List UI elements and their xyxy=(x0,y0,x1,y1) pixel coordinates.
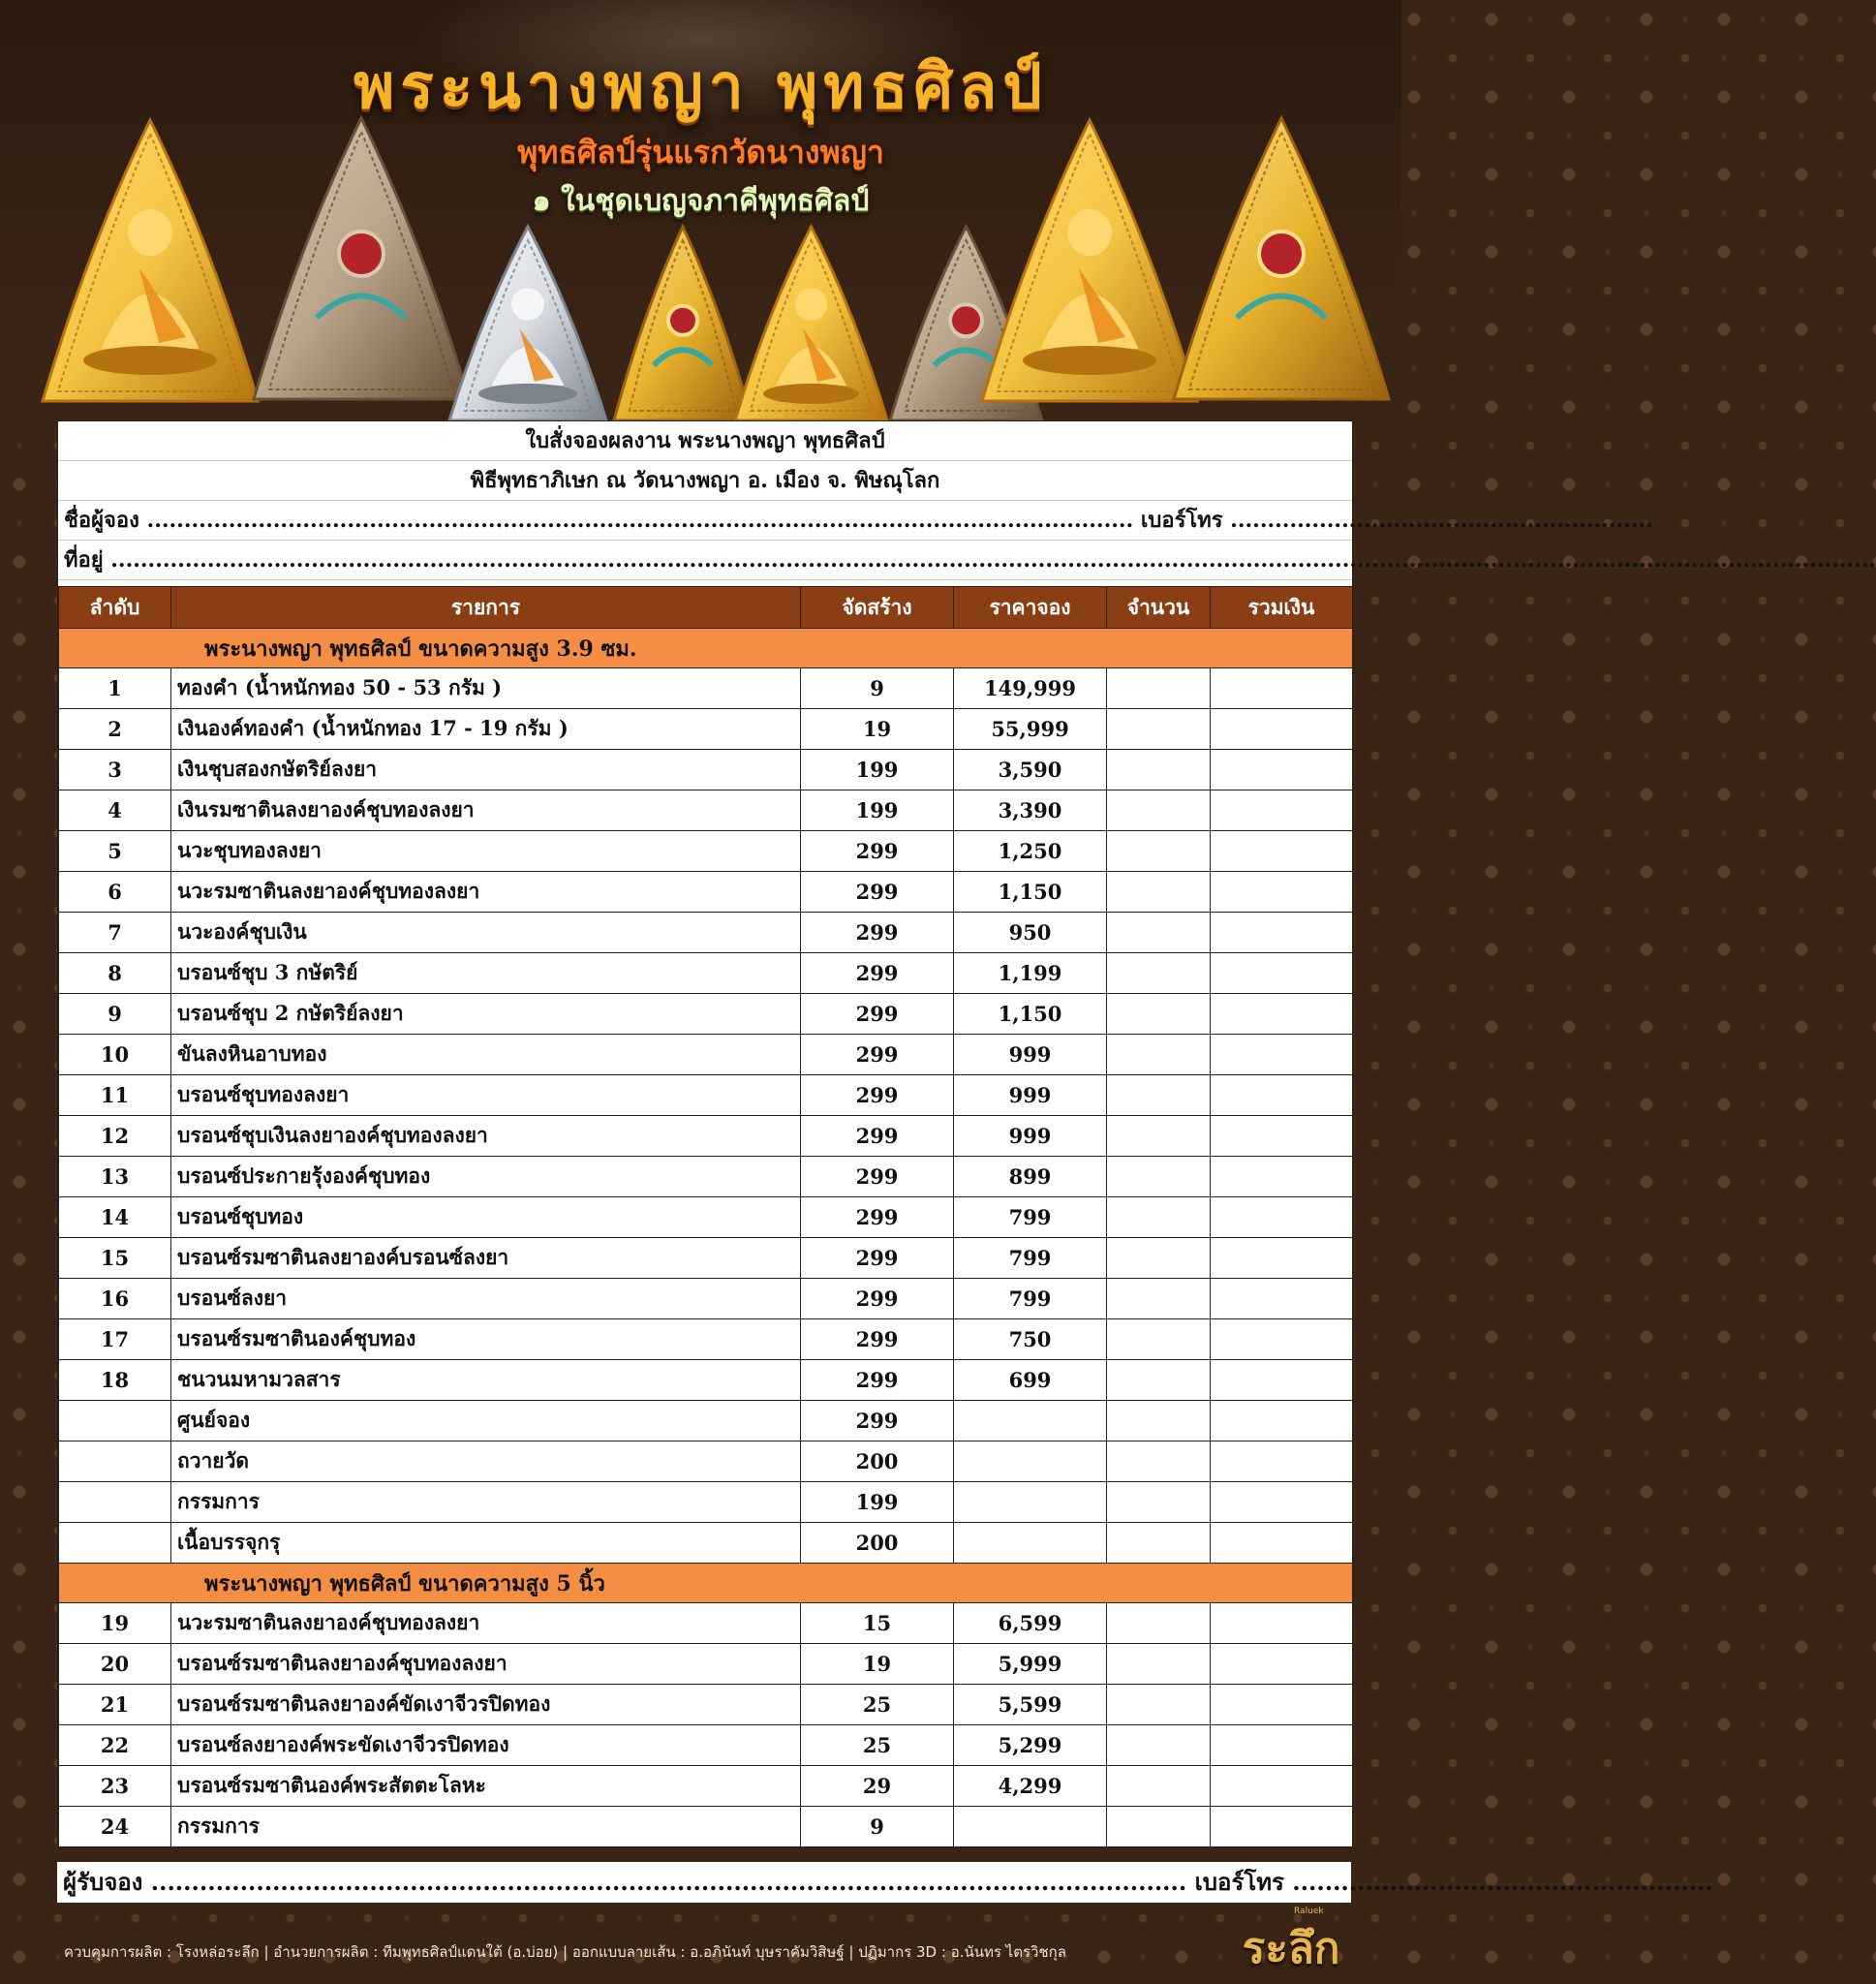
cell-quantity[interactable] xyxy=(1107,1725,1211,1766)
cell-item: บรอนซ์ชุบทอง xyxy=(171,1197,801,1238)
cell-produced: 299 xyxy=(801,994,954,1035)
cell-quantity[interactable] xyxy=(1107,1319,1211,1360)
table-row xyxy=(59,1279,1353,1319)
cell-item: บรอนซ์ชุบทองลงยา xyxy=(171,1075,801,1116)
cell-quantity[interactable] xyxy=(1107,750,1211,790)
cell-price: 750 xyxy=(954,1319,1107,1360)
cell-quantity[interactable] xyxy=(1107,994,1211,1035)
cell-total[interactable] xyxy=(1211,750,1353,790)
cell-produced: 19 xyxy=(801,1644,954,1685)
cell-number: 3 xyxy=(59,750,171,790)
cell-number: 1 xyxy=(59,668,171,709)
cell-number xyxy=(59,1482,171,1523)
cell-total[interactable] xyxy=(1211,1238,1353,1279)
table-row xyxy=(59,1725,1353,1766)
cell-produced: 299 xyxy=(801,1197,954,1238)
cell-item: นวะชุบทองลงยา xyxy=(171,831,801,872)
form-title: ใบสั่งจองผลงาน พระนางพญา พุทธศิลป์ xyxy=(58,421,1352,461)
cell-quantity[interactable] xyxy=(1107,1807,1211,1847)
cell-item: บรอนซ์ชุบ 3 กษัตริย์ xyxy=(171,953,801,994)
table-row xyxy=(59,1116,1353,1157)
table-row xyxy=(59,1766,1353,1807)
cell-total[interactable] xyxy=(1211,1035,1353,1075)
cell-number: 18 xyxy=(59,1360,171,1401)
cell-total[interactable] xyxy=(1211,1442,1353,1482)
cell-number: 9 xyxy=(59,994,171,1035)
cell-total[interactable] xyxy=(1211,953,1353,994)
cell-quantity[interactable] xyxy=(1107,1197,1211,1238)
table-row xyxy=(59,1238,1353,1279)
section-title: พระนางพญา พุทธศิลป์ ขนาดความสูง 3.9 ซม. xyxy=(59,629,1353,668)
cell-number: 19 xyxy=(59,1603,171,1644)
cell-produced: 200 xyxy=(801,1442,954,1482)
cell-produced: 199 xyxy=(801,1482,954,1523)
cell-produced: 299 xyxy=(801,1360,954,1401)
col-header-price: ราคาจอง xyxy=(954,587,1107,629)
cell-produced: 299 xyxy=(801,1157,954,1197)
cell-produced: 299 xyxy=(801,1279,954,1319)
cell-price: 1,250 xyxy=(954,831,1107,872)
table-row xyxy=(59,872,1353,913)
cell-quantity[interactable] xyxy=(1107,709,1211,750)
emblem-amulet-image xyxy=(250,114,473,405)
cell-number xyxy=(59,1523,171,1564)
cell-number: 15 xyxy=(59,1238,171,1279)
cell-price: 3,590 xyxy=(954,750,1107,790)
cell-price: 950 xyxy=(954,913,1107,953)
cell-number: 17 xyxy=(59,1319,171,1360)
cell-item: บรอนซ์รมซาตินลงยาองค์ชุบทองลงยา xyxy=(171,1644,801,1685)
cell-total[interactable] xyxy=(1211,1482,1353,1523)
cell-produced: 200 xyxy=(801,1523,954,1564)
table-row xyxy=(59,1319,1353,1360)
cell-produced: 25 xyxy=(801,1725,954,1766)
banner-subtitle-2: ๑ ในชุดเบญจภาคีพุทธศิลป์ xyxy=(532,184,870,218)
table-row xyxy=(59,750,1353,790)
cell-item: กรรมการ xyxy=(171,1482,801,1523)
table-row xyxy=(59,1482,1353,1523)
cell-total[interactable] xyxy=(1211,1360,1353,1401)
cell-produced: 299 xyxy=(801,1035,954,1075)
cell-quantity[interactable] xyxy=(1107,1442,1211,1482)
cell-item: นวะองค์ชุบเงิน xyxy=(171,913,801,953)
table-row xyxy=(59,790,1353,831)
cell-produced: 299 xyxy=(801,953,954,994)
order-form xyxy=(57,420,1876,1848)
cell-quantity[interactable] xyxy=(1107,1075,1211,1116)
section-header-row xyxy=(59,629,1353,668)
col-header-item: รายการ xyxy=(171,587,801,629)
cell-item: เงินองค์ทองคำ (น้ำหนักทอง 17 - 19 กรัม ) xyxy=(171,709,801,750)
header-banner xyxy=(0,0,1401,417)
cell-number: 20 xyxy=(59,1644,171,1685)
cell-produced: 299 xyxy=(801,872,954,913)
cell-price: 1,150 xyxy=(954,994,1107,1035)
cell-item: บรอนซ์รมซาตินลงยาองค์บรอนซ์ลงยา xyxy=(171,1238,801,1279)
cell-price xyxy=(954,1523,1107,1564)
raluek-logo: ระลึก xyxy=(1242,1924,1340,1973)
buddha-amulet-image xyxy=(39,116,261,407)
cell-total[interactable] xyxy=(1211,1766,1353,1807)
cell-price: 4,299 xyxy=(954,1766,1107,1807)
name-phone-line[interactable]: ชื่อผู้จอง ..................................................................................................................................... เบอร์โทร ......................................................... xyxy=(58,501,1352,541)
cell-total[interactable] xyxy=(1211,1401,1353,1442)
cell-item: กรรมการ xyxy=(171,1807,801,1847)
cell-number: 4 xyxy=(59,790,171,831)
cell-price: 999 xyxy=(954,1075,1107,1116)
cell-item: นวะรมซาตินลงยาองค์ชุบทองลงยา xyxy=(171,1603,801,1644)
cell-item: บรอนซ์รมซาตินลงยาองค์ขัดเงาจีวรปิดทอง xyxy=(171,1685,801,1725)
cell-item: นวะรมซาตินลงยาองค์ชุบทองลงยา xyxy=(171,872,801,913)
cell-quantity[interactable] xyxy=(1107,1360,1211,1401)
table-row xyxy=(59,1157,1353,1197)
cell-total[interactable] xyxy=(1211,709,1353,750)
cell-quantity[interactable] xyxy=(1107,668,1211,709)
cell-quantity[interactable] xyxy=(1107,1035,1211,1075)
table-row xyxy=(59,1360,1353,1401)
cell-price: 3,390 xyxy=(954,790,1107,831)
cell-total[interactable] xyxy=(1211,1644,1353,1685)
cell-total[interactable] xyxy=(1211,668,1353,709)
logo-caption: Raluek xyxy=(1294,1906,1324,1916)
cell-produced: 199 xyxy=(801,750,954,790)
cell-number: 6 xyxy=(59,872,171,913)
cell-quantity[interactable] xyxy=(1107,1279,1211,1319)
cell-price: 55,999 xyxy=(954,709,1107,750)
table-row xyxy=(59,1644,1353,1685)
cell-quantity[interactable] xyxy=(1107,1238,1211,1279)
cell-item: ทองคำ (น้ำหนักทอง 50 - 53 กรัม ) xyxy=(171,668,801,709)
cell-produced: 19 xyxy=(801,709,954,750)
cell-price: 1,150 xyxy=(954,872,1107,913)
cell-item: บรอนซ์ชุบเงินลงยาองค์ชุบทองลงยา xyxy=(171,1116,801,1157)
cell-total[interactable] xyxy=(1211,1279,1353,1319)
form-ceremony: พิธีพุทธาภิเษก ณ วัดนางพญา อ. เมือง จ. พิษณุโลก xyxy=(58,461,1352,501)
table-row xyxy=(59,831,1353,872)
order-table xyxy=(58,586,1353,1847)
col-header-number: ลำดับ xyxy=(59,587,171,629)
cell-produced: 299 xyxy=(801,1116,954,1157)
table-row xyxy=(59,1401,1353,1442)
cell-quantity[interactable] xyxy=(1107,1685,1211,1725)
cell-total[interactable] xyxy=(1211,1685,1353,1725)
cell-price: 799 xyxy=(954,1279,1107,1319)
order-table-body xyxy=(59,629,1353,1847)
buddha-amulet-image xyxy=(978,116,1201,407)
cell-price xyxy=(954,1807,1107,1847)
cell-item: ขันลงหินอาบทอง xyxy=(171,1035,801,1075)
cell-produced: 199 xyxy=(801,790,954,831)
cell-produced: 15 xyxy=(801,1603,954,1644)
cell-produced: 299 xyxy=(801,1401,954,1442)
cell-price: 799 xyxy=(954,1197,1107,1238)
cell-total[interactable] xyxy=(1211,1075,1353,1116)
table-row xyxy=(59,1035,1353,1075)
cell-number xyxy=(59,1442,171,1482)
cell-price: 899 xyxy=(954,1157,1107,1197)
cell-price: 1,199 xyxy=(954,953,1107,994)
cell-quantity[interactable] xyxy=(1107,1644,1211,1685)
cell-produced: 29 xyxy=(801,1766,954,1807)
cell-price xyxy=(954,1482,1107,1523)
cell-quantity[interactable] xyxy=(1107,1116,1211,1157)
address-line[interactable]: ที่อยู่ .............................................................................................................................................................................................................................................. xyxy=(58,541,1352,580)
cell-item: ชนวนมหามวลสาร xyxy=(171,1360,801,1401)
cell-price: 999 xyxy=(954,1035,1107,1075)
cell-produced: 299 xyxy=(801,1238,954,1279)
cell-item: บรอนซ์รมซาตินองค์พระสัตตะโลหะ xyxy=(171,1766,801,1807)
banner-title: พระนางพญา พุทธศิลป์ xyxy=(354,51,1048,123)
table-row xyxy=(59,994,1353,1035)
cell-item: เนื้อบรรจุกรุ xyxy=(171,1523,801,1564)
cell-item: บรอนซ์ลงยาองค์พระขัดเงาจีวรปิดทอง xyxy=(171,1725,801,1766)
cell-quantity[interactable] xyxy=(1107,1523,1211,1564)
table-row xyxy=(59,709,1353,750)
cell-quantity[interactable] xyxy=(1107,790,1211,831)
cell-item: ถวายวัด xyxy=(171,1442,801,1482)
cell-number: 13 xyxy=(59,1157,171,1197)
cell-total[interactable] xyxy=(1211,1603,1353,1644)
buddha-amulet-image xyxy=(446,223,610,426)
cell-quantity[interactable] xyxy=(1107,872,1211,913)
table-row xyxy=(59,1075,1353,1116)
cell-total[interactable] xyxy=(1211,872,1353,913)
cell-number: 11 xyxy=(59,1075,171,1116)
cell-price: 699 xyxy=(954,1360,1107,1401)
cell-quantity[interactable] xyxy=(1107,953,1211,994)
cell-price: 5,999 xyxy=(954,1644,1107,1685)
table-row xyxy=(59,913,1353,953)
cell-item: บรอนซ์ลงยา xyxy=(171,1279,801,1319)
cell-quantity[interactable] xyxy=(1107,913,1211,953)
cell-item: บรอนซ์ชุบ 2 กษัตริย์ลงยา xyxy=(171,994,801,1035)
cell-quantity[interactable] xyxy=(1107,1482,1211,1523)
section-header-row xyxy=(59,1564,1353,1603)
emblem-amulet-image xyxy=(1170,114,1393,405)
cell-produced: 299 xyxy=(801,1319,954,1360)
table-row xyxy=(59,953,1353,994)
cell-total[interactable] xyxy=(1211,1807,1353,1847)
cell-total[interactable] xyxy=(1211,1197,1353,1238)
cell-price: 6,599 xyxy=(954,1603,1107,1644)
cell-produced: 299 xyxy=(801,831,954,872)
cell-quantity[interactable] xyxy=(1107,1603,1211,1644)
cell-number: 16 xyxy=(59,1279,171,1319)
cell-number: 14 xyxy=(59,1197,171,1238)
section-title: พระนางพญา พุทธศิลป์ ขนาดความสูง 5 นิ้ว xyxy=(59,1564,1353,1603)
col-header-total: รวมเงิน xyxy=(1211,587,1353,629)
table-header-row xyxy=(59,587,1353,629)
cell-produced: 299 xyxy=(801,1075,954,1116)
cell-price: 799 xyxy=(954,1238,1107,1279)
cell-total[interactable] xyxy=(1211,1157,1353,1197)
cell-price: 5,599 xyxy=(954,1685,1107,1725)
col-header-quantity: จำนวน xyxy=(1107,587,1211,629)
cell-produced: 9 xyxy=(801,668,954,709)
table-row xyxy=(59,668,1353,709)
cell-number: 22 xyxy=(59,1725,171,1766)
table-row xyxy=(59,1197,1353,1238)
cell-price xyxy=(954,1442,1107,1482)
cell-number: 7 xyxy=(59,913,171,953)
cell-produced: 299 xyxy=(801,913,954,953)
cell-total[interactable] xyxy=(1211,913,1353,953)
table-row xyxy=(59,1685,1353,1725)
cell-total[interactable] xyxy=(1211,994,1353,1035)
cell-quantity[interactable] xyxy=(1107,1157,1211,1197)
buddha-amulet-image xyxy=(731,223,891,426)
production-credits: ควบคุมการผลิต : โรงหล่อระลึก | อำนวยการผลิต : ทีมพุทธศิลป์แดนใต้ (อ.บ่อย) | ออกแบบลายเส้น : อ.อภินันท์ บุษราคัมวิสิษฐ์ | ปฏิมากร 3D : อ.นันทร ไตรวิชกุล xyxy=(64,1943,1066,1961)
cell-number: 8 xyxy=(59,953,171,994)
cell-number xyxy=(59,1401,171,1442)
cell-price xyxy=(954,1401,1107,1442)
cell-produced: 25 xyxy=(801,1685,954,1725)
cell-total[interactable] xyxy=(1211,790,1353,831)
cell-produced: 9 xyxy=(801,1807,954,1847)
cell-number: 23 xyxy=(59,1766,171,1807)
cell-item: เงินชุบสองกษัตริย์ลงยา xyxy=(171,750,801,790)
cell-item: บรอนซ์ประกายรุ้งองค์ชุบทอง xyxy=(171,1157,801,1197)
cell-number: 2 xyxy=(59,709,171,750)
cell-quantity[interactable] xyxy=(1107,1766,1211,1807)
cell-number: 5 xyxy=(59,831,171,872)
cell-item: เงินรมซาตินลงยาองค์ชุบทองลงยา xyxy=(171,790,801,831)
cell-price: 5,299 xyxy=(954,1725,1107,1766)
col-header-produced: จัดสร้าง xyxy=(801,587,954,629)
cell-quantity[interactable] xyxy=(1107,831,1211,872)
cell-total[interactable] xyxy=(1211,1725,1353,1766)
table-row xyxy=(59,1523,1353,1564)
banner-subtitle: พุทธศิลป์รุ่นแรกวัดนางพญา xyxy=(517,134,884,170)
table-row xyxy=(59,1807,1353,1847)
cell-item: บรอนซ์รมซาตินองค์ชุบทอง xyxy=(171,1319,801,1360)
cell-number: 12 xyxy=(59,1116,171,1157)
table-row xyxy=(59,1442,1353,1482)
receiver-line[interactable]: ผู้รับจอง ................................................................................................................................ เบอร์โทร .................................................... xyxy=(57,1862,1351,1903)
cell-price: 999 xyxy=(954,1116,1107,1157)
cell-price: 149,999 xyxy=(954,668,1107,709)
cell-number: 21 xyxy=(59,1685,171,1725)
cell-number: 24 xyxy=(59,1807,171,1847)
cell-number: 10 xyxy=(59,1035,171,1075)
cell-quantity[interactable] xyxy=(1107,1401,1211,1442)
cell-total[interactable] xyxy=(1211,1523,1353,1564)
cell-total[interactable] xyxy=(1211,831,1353,872)
table-row xyxy=(59,1603,1353,1644)
cell-item: ศูนย์จอง xyxy=(171,1401,801,1442)
cell-total[interactable] xyxy=(1211,1116,1353,1157)
cell-total[interactable] xyxy=(1211,1319,1353,1360)
